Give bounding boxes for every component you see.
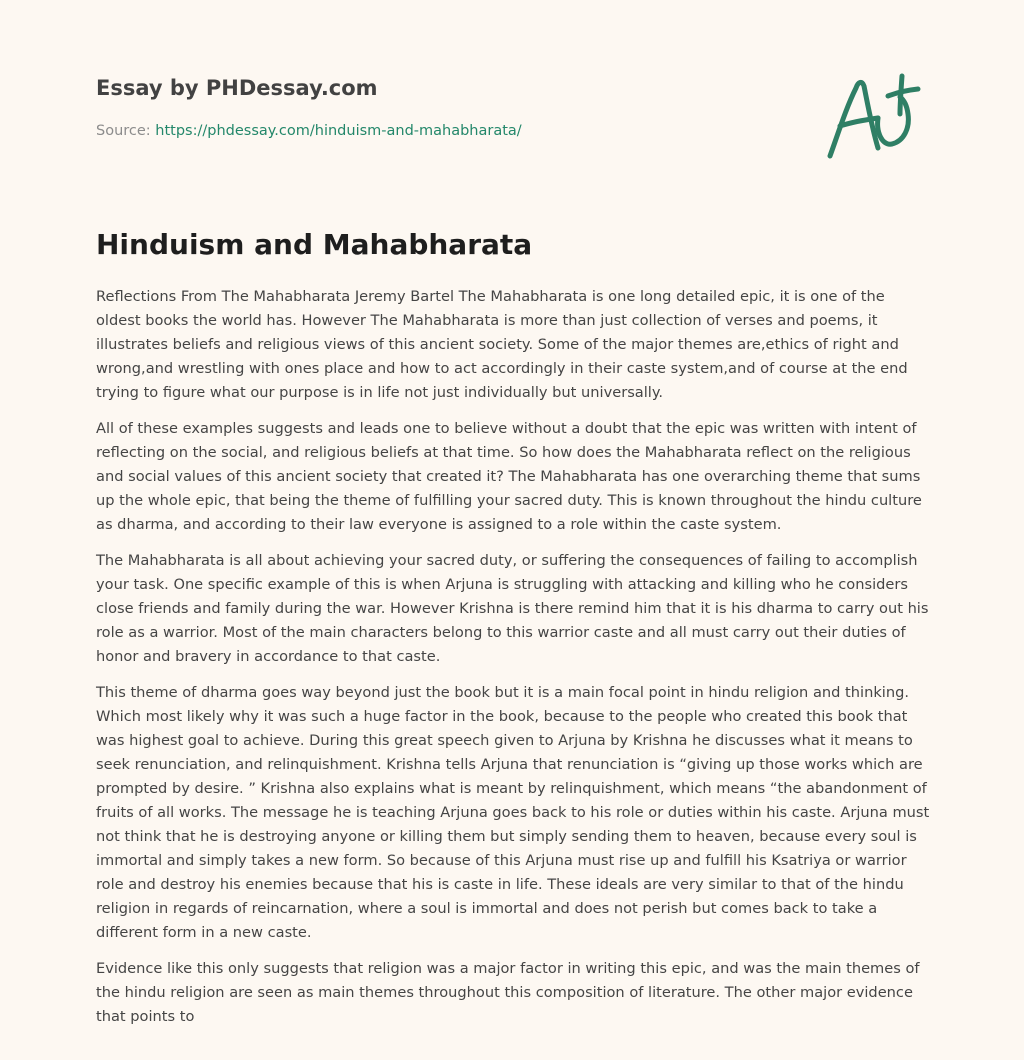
a-plus-logo-icon [824,70,924,162]
essay-paragraph: Evidence like this only suggests that religion was a major factor in writing this epic, and was the main themes of the hindu religion are seen as main themes throughout this composition of literature. The other major evidence that points to [96,960,920,1025]
page-header [96,62,926,172]
essay-paragraph: All of these examples suggests and leads one to believe without a doubt that the epic was written with intent of reflecting on the social, and religious beliefs at that time. So how does the Mahabharata reflect on the religious and social values of this ancient society that created it? The Mahabharata has one overarching theme that sums up the whole epic, that being the theme of fulfilling your sacred duty. This is known throughout the hindu culture as dharma, and according to their law everyone is assigned to a role within the caste system. [96,420,922,533]
source-line [96,123,522,139]
essay-paragraph: The Mahabharata is all about achieving your sacred duty, or suffering the consequences of failing to accomplish your task. One specific example of this is when Arjuna is struggling with attacking and killing who he considers close friends and family during the war. However Krishna is there remind him that it is his dharma to carry out his role as a warrior. Most of the main characters belong to this warrior caste and all must carry out their duties of honor and bravery in accordance to that caste. [96,552,929,665]
essay-paragraph: Reflections From The Mahabharata Jeremy Bartel The Mahabharata is one long detailed epic, it is one of the oldest books the world has. However The Mahabharata is more than just collection of verses and poems, it illustrates beliefs and religious views of this ancient society. Some of the major themes are,ethics of right and wrong,and wrestling with ones place and how to act accordingly in their caste system,and of course at the end trying to figure what our purpose is in life not just individually but universally. [96,288,908,401]
source-link[interactable]: https://phdessay.com/hinduism-and-mahabharata/ [155,123,522,139]
essay-content [96,226,932,1041]
source-label: Source: [96,123,151,139]
essay-title: Hinduism and Mahabharata [96,228,533,261]
essay-paragraph: This theme of dharma goes way beyond just the book but it is a main focal point in hindu religion and thinking. Which most likely why it was such a huge factor in the book, because to the people who created this book that was highest goal to achieve. During this great speech given to Arjuna by Krishna he discusses what it means to seek renunciation, and relinquishment. Krishna tells Arjuna that renunciation is “giving up those works which are prompted by desire. ” Krishna also explains what is meant by relinquishment, which means “the abandonment of fruits of all works. The message he is teaching Arjuna goes back to his role or duties within his caste. Arjuna must not think that he is destroying anyone or killing them but simply sending them to heaven, because every soul is immortal and simply takes a new form. So because of this Arjuna must rise up and fulfill his Ksatriya or warrior role and destroy his enemies because that his is caste in life. These ideals are very similar to that of the hindu religion in regards of reincarnation, where a soul is immortal and does not perish but comes back to take a different form in a new caste. [96,684,930,941]
site-title: Essay by PHDessay.com [96,76,378,100]
